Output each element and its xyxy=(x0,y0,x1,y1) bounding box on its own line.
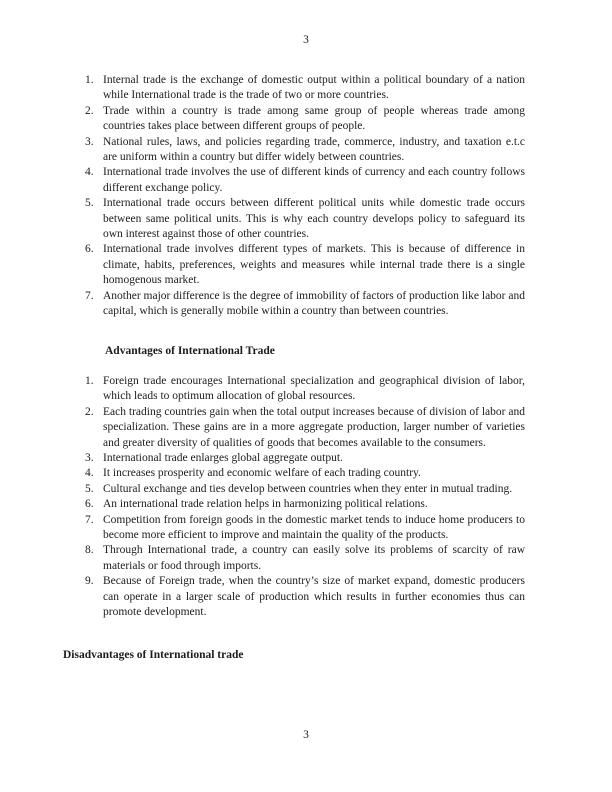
list-item-number: 3. xyxy=(85,451,94,464)
list-item-text: It increases prosperity and economic welfare of each trading country. xyxy=(103,467,421,480)
page-content xyxy=(63,0,525,664)
advantages-heading: Advantages of International Trade xyxy=(105,344,275,357)
list-item-number: 5. xyxy=(85,482,94,495)
list-item xyxy=(63,374,525,405)
list-item-text: Because of Foreign trade, when the country’s size of market expand, domestic producers can operate in a larger scale of production which results in further economies thus can promote development. xyxy=(103,575,525,618)
list-item-number: 2. xyxy=(85,405,94,418)
list-item-text: Competition from foreign goods in the domestic market tends to induce home producers to become more efficient to improve and maintain the quality of the products. xyxy=(103,513,525,541)
list-item-number: 6. xyxy=(85,243,94,256)
list-item-number: 3. xyxy=(85,135,94,148)
list-item-number: 1. xyxy=(85,74,94,86)
list-item xyxy=(63,165,525,196)
list-item-text: Each trading countries gain when the total output increases because of division of labor and specialization. These gains are in a more aggregate production, larger number of varieties and greater diversity of qualities of goods that becomes available to the consumers. xyxy=(103,405,525,449)
differences-list xyxy=(63,73,525,320)
list-item-text: Foreign trade encourages International specialization and geographical division of labor, which leads to optimum allocation of global resources. xyxy=(103,374,525,403)
list-item-text: Cultural exchange and ties develop between countries when they enter in mutual trading. xyxy=(103,482,513,495)
list-item xyxy=(63,242,525,288)
list-item xyxy=(63,513,525,544)
list-item xyxy=(63,466,525,481)
list-item xyxy=(63,482,525,497)
list-item xyxy=(63,574,525,620)
page-number-top: 3 xyxy=(303,34,309,46)
list-item xyxy=(63,405,525,451)
list-item xyxy=(63,73,525,104)
list-item-number: 6. xyxy=(85,498,94,511)
list-item xyxy=(63,451,525,466)
list-item-text: Trade within a country is trade among same group of people whereas trade among countries takes place between different groups of people. xyxy=(103,104,525,133)
disadvantages-heading: Disadvantages of International trade xyxy=(63,649,244,662)
list-item-number: 8. xyxy=(85,544,94,557)
list-item-text: An international trade relation helps in harmonizing political relations. xyxy=(103,498,428,511)
list-item-number: 4. xyxy=(85,166,94,179)
list-item-number: 4. xyxy=(85,467,94,480)
page-number-bottom: 3 xyxy=(303,729,309,741)
list-item xyxy=(63,543,525,574)
list-item-text: National rules, laws, and policies regarding trade, commerce, industry, and taxation e.t.c are uniform within a country but differ widely between countries. xyxy=(103,135,525,164)
list-item-text: Another major difference is the degree of immobility of factors of production like labor and capital, which is generally mobile within a country than between countries. xyxy=(103,289,525,318)
list-item-number: 1. xyxy=(85,374,94,387)
list-item-number: 9. xyxy=(85,575,94,588)
list-item-text: International trade involves different types of markets. This is because of difference in climate, habits, preferences, weights and measures while internal trade there is a single homogenous market. xyxy=(103,243,525,287)
list-item-text: International trade enlarges global aggregate output. xyxy=(103,451,343,464)
list-item-text: International trade involves the use of different kinds of currency and each country follows different exchange policy. xyxy=(103,166,525,194)
list-item-text: Through International trade, a country can easily solve its problems of scarcity of raw materials or food through imports. xyxy=(103,544,525,572)
advantages-list xyxy=(63,374,525,621)
list-item-number: 7. xyxy=(85,289,94,302)
list-item-number: 7. xyxy=(85,513,94,526)
list-item xyxy=(63,497,525,512)
list-item-number: 2. xyxy=(85,104,94,117)
list-item xyxy=(63,104,525,135)
list-item-text: Internal trade is the exchange of domestic output within a political boundary of a nation while International trade is the trade of two or more countries. xyxy=(103,74,525,102)
list-item xyxy=(63,196,525,242)
list-item-text: International trade occurs between different political units while domestic trade occurs between same political units. This is why each country develops policy to safeguard its own interest against those of other countries. xyxy=(103,197,525,241)
list-item-number: 5. xyxy=(85,197,94,210)
list-item xyxy=(63,289,525,320)
list-item xyxy=(63,135,525,166)
